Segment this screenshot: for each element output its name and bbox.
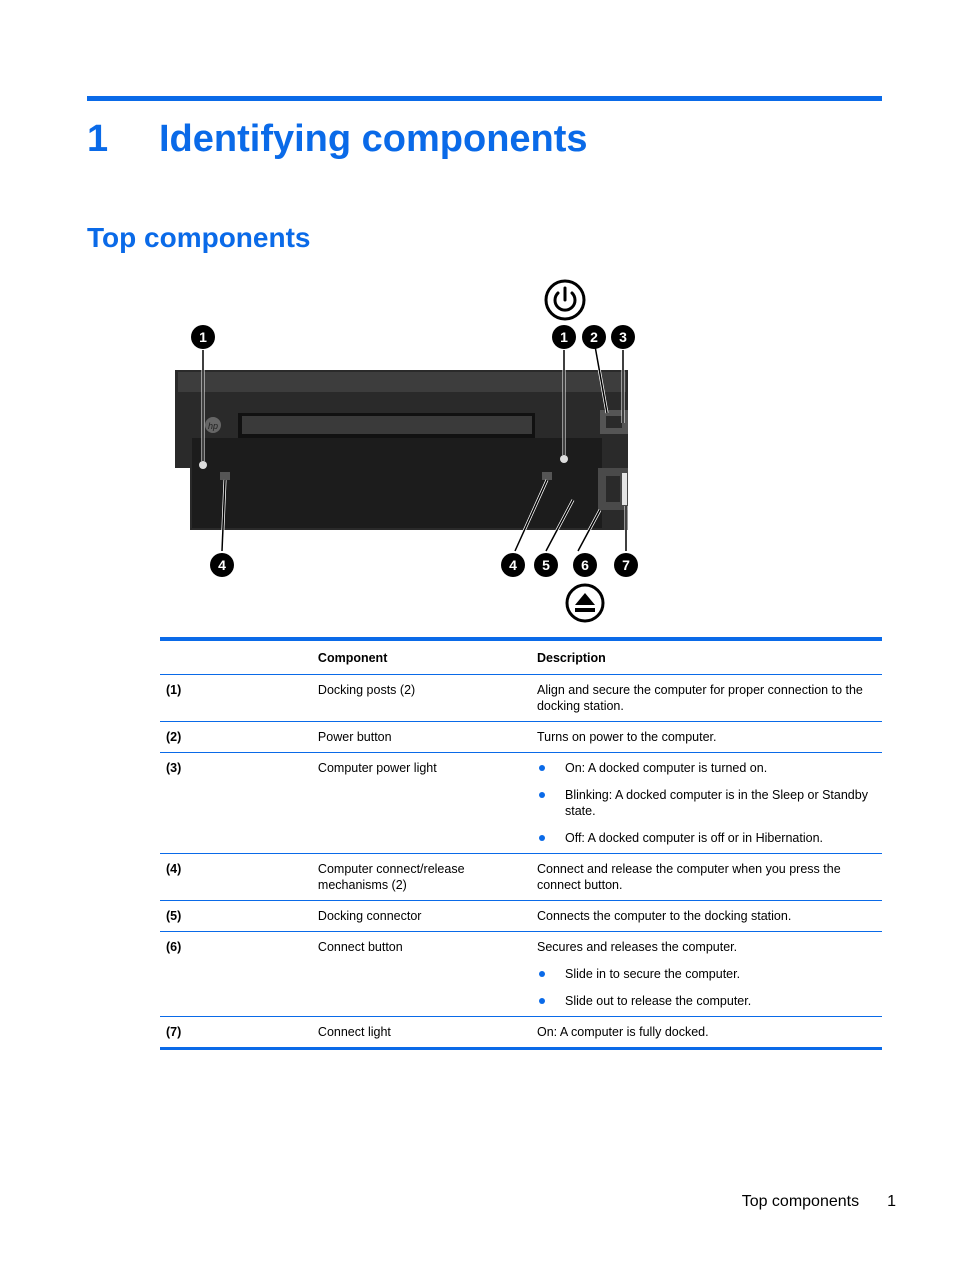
callout-4-right [501, 553, 525, 577]
eject-icon [567, 585, 603, 621]
callout-7 [614, 553, 638, 577]
docking-station-figure [170, 278, 650, 628]
row-description [531, 753, 882, 854]
docking-station-illustration [170, 278, 650, 628]
svg-text:hp: hp [207, 421, 219, 431]
chapter-rule [87, 96, 882, 101]
list-item: Off: A docked computer is off or in Hibernation. [537, 830, 876, 846]
callout-2 [582, 325, 606, 349]
bullet-list [537, 966, 876, 1009]
row-component: Computer connect/release mechanisms (2) [312, 854, 531, 901]
power-icon [546, 281, 584, 319]
row-description: Align and secure the computer for proper connection to the docking station. [531, 675, 882, 722]
description-lead: Secures and releases the computer. [536, 940, 738, 954]
row-description: Connect and release the computer when you press the connect button. [531, 854, 882, 901]
table-row [160, 901, 882, 932]
chapter-number: 1 [87, 118, 109, 160]
callout-1-left [191, 325, 215, 349]
table-row [160, 1017, 882, 1049]
svg-text:7: 7 [622, 557, 630, 573]
callout-1-right [552, 325, 576, 349]
svg-text:3: 3 [619, 329, 627, 345]
table-header-row [160, 639, 882, 675]
svg-text:1: 1 [199, 329, 207, 345]
chapter-title: Identifying components [159, 118, 588, 160]
page-footer [742, 1193, 896, 1211]
components-table [160, 637, 882, 1050]
row-id: (6) [160, 932, 312, 1017]
row-component: Power button [312, 722, 531, 753]
row-id: (4) [160, 854, 312, 901]
header-item [160, 639, 312, 675]
row-description: Connects the computer to the docking station. [531, 901, 882, 932]
table-row [160, 854, 882, 901]
svg-text:2: 2 [590, 329, 598, 345]
docking-station-body [175, 370, 628, 530]
row-id: (1) [160, 675, 312, 722]
svg-text:1: 1 [560, 329, 568, 345]
callout-4-left [210, 553, 234, 577]
list-item: Slide in to secure the computer. [537, 966, 876, 982]
list-item: On: A docked computer is turned on. [537, 760, 876, 776]
row-id: (5) [160, 901, 312, 932]
row-description [531, 932, 882, 1017]
row-id: (7) [166, 1025, 182, 1039]
table-row [160, 675, 882, 722]
list-item: Slide out to release the computer. [537, 993, 876, 1009]
callout-5 [534, 553, 558, 577]
callout-3 [611, 325, 635, 349]
svg-text:4: 4 [509, 557, 517, 573]
hp-logo [205, 417, 221, 433]
table-row [160, 932, 882, 1017]
svg-text:5: 5 [542, 557, 550, 573]
list-item: Blinking: A docked computer is in the Sleep or Standby state. [537, 787, 876, 819]
row-id: (2) [160, 722, 312, 753]
chapter-heading [87, 118, 588, 161]
row-component: Connect button [312, 932, 531, 1017]
row-component: Connect light [317, 1025, 391, 1039]
row-component: Docking posts (2) [312, 675, 531, 722]
section-title: Top components [87, 222, 311, 253]
page-number: 1 [887, 1193, 896, 1210]
header-component: Component [312, 639, 531, 675]
row-description: Turns on power to the computer. [531, 722, 882, 753]
footer-section: Top components [741, 1193, 860, 1210]
bullet-list [537, 760, 876, 846]
row-component: Docking connector [312, 901, 531, 932]
svg-text:4: 4 [218, 557, 226, 573]
row-description: On: A computer is fully docked. [536, 1025, 709, 1039]
table-row [160, 753, 882, 854]
svg-text:6: 6 [581, 557, 589, 573]
table-row [160, 722, 882, 753]
header-description: Description [531, 639, 882, 675]
row-component: Computer power light [312, 753, 531, 854]
row-id: (3) [160, 753, 312, 854]
callout-6 [573, 553, 597, 577]
